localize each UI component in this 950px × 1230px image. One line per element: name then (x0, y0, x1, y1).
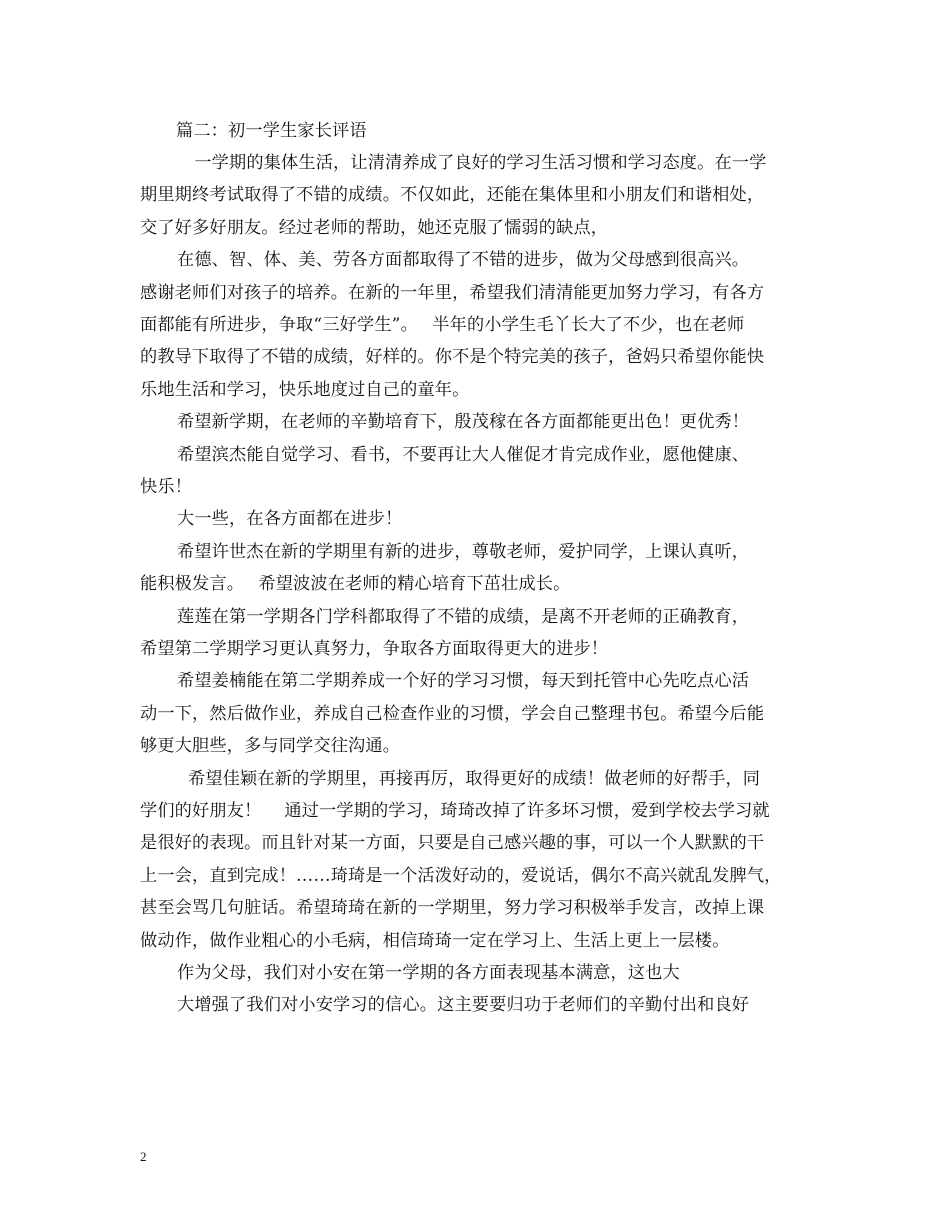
body-line: 希望姜楠能在第二学期养成一个好的学习习惯，每天到托管中心先吃点心活 (177, 671, 750, 691)
body-line: 期里期终考试取得了不错的成绩。不仅如此，还能在集体里和小朋友们和谐相处， (140, 185, 765, 205)
body-line: 作为父母，我们对小安在第一学期的各方面表现基本满意，这也大 (177, 963, 680, 983)
body-line: 学们的好朋友！ 通过一学期的学习，琦琦改掉了许多坏习惯，爱到学校去学习就 (140, 801, 770, 821)
body-line: 大增强了我们对小安学习的信心。这主要要归功于老师们的辛勤付出和良好 (177, 995, 750, 1015)
body-line: 莲莲在第一学期各门学科都取得了不错的成绩，是离不开老师的正确教育， (177, 607, 750, 627)
body-line: 感谢老师们对孩子的培养。在新的一年里，希望我们清清能更加努力学习，有各方 (140, 283, 765, 303)
body-line: 甚至会骂几句脏话。希望琦琦在新的一学期里，努力学习积极举手发言，改掉上课 (140, 898, 765, 918)
body-line: 是很好的表现。而且针对某一方面，只要是自己感兴趣的事，可以一个人默默的干 (140, 833, 765, 853)
body-line: 希望滨杰能自觉学习、看书，不要再让大人催促才肯完成作业，愿他健康、 (177, 445, 750, 465)
body-line: 上一会，直到完成！……琦琦是一个活泼好动的，爱说话，偶尔不高兴就乱发脾气， (140, 866, 782, 886)
page-number: 2 (140, 1149, 147, 1164)
body-line: 希望佳颖在新的学期里，再接再厉，取得更好的成绩！做老师的好帮手，同 (188, 769, 761, 789)
body-line: 做动作，做作业粗心的小毛病，相信琦琦一定在学习上、生活上更上一层楼。 (140, 931, 730, 951)
body-line: 希望许世杰在新的学期里有新的进步，尊敬老师，爱护同学，上课认真听， (177, 542, 750, 562)
document-title: 篇二：初一学生家长评语 (176, 121, 367, 141)
body-line: 乐地生活和学习，快乐地度过自己的童年。 (140, 380, 470, 400)
body-line: 大一些，在各方面都在进步！ (177, 509, 403, 529)
body-line: 希望新学期，在老师的辛勤培育下，殷茂稼在各方面都能更出色！更优秀！ (177, 412, 750, 432)
body-line: 交了好多好朋友。经过老师的帮助，她还克服了懦弱的缺点， (140, 218, 609, 238)
body-line: 动一下，然后做作业，养成自己检查作业的习惯，学会自己整理书包。希望今后能 (140, 704, 765, 724)
body-line: 在德、智、体、美、劳各方面都取得了不错的进步，做为父母感到很高兴。 (177, 250, 750, 270)
body-line: 面都能有所进步，争取“三好学生”。 半年的小学生毛丫长大了不少，也在老师 (140, 315, 745, 335)
body-line: 希望第二学期学习更认真努力，争取各方面取得更大的进步！ (140, 639, 609, 659)
body-line: 快乐！ (140, 477, 193, 497)
body-line: 能积极发言。 希望波波在老师的精心培育下茁壮成长。 (140, 574, 571, 594)
body-line: 够更大胆些，多与同学交往沟通。 (140, 736, 401, 756)
body-line: 的教导下取得了不错的成绩，好样的。你不是个特完美的孩子，爸妈只希望你能快 (140, 347, 765, 367)
body-line: 一学期的集体生活，让清清养成了良好的学习生活习惯和学习态度。在一学 (177, 153, 767, 173)
